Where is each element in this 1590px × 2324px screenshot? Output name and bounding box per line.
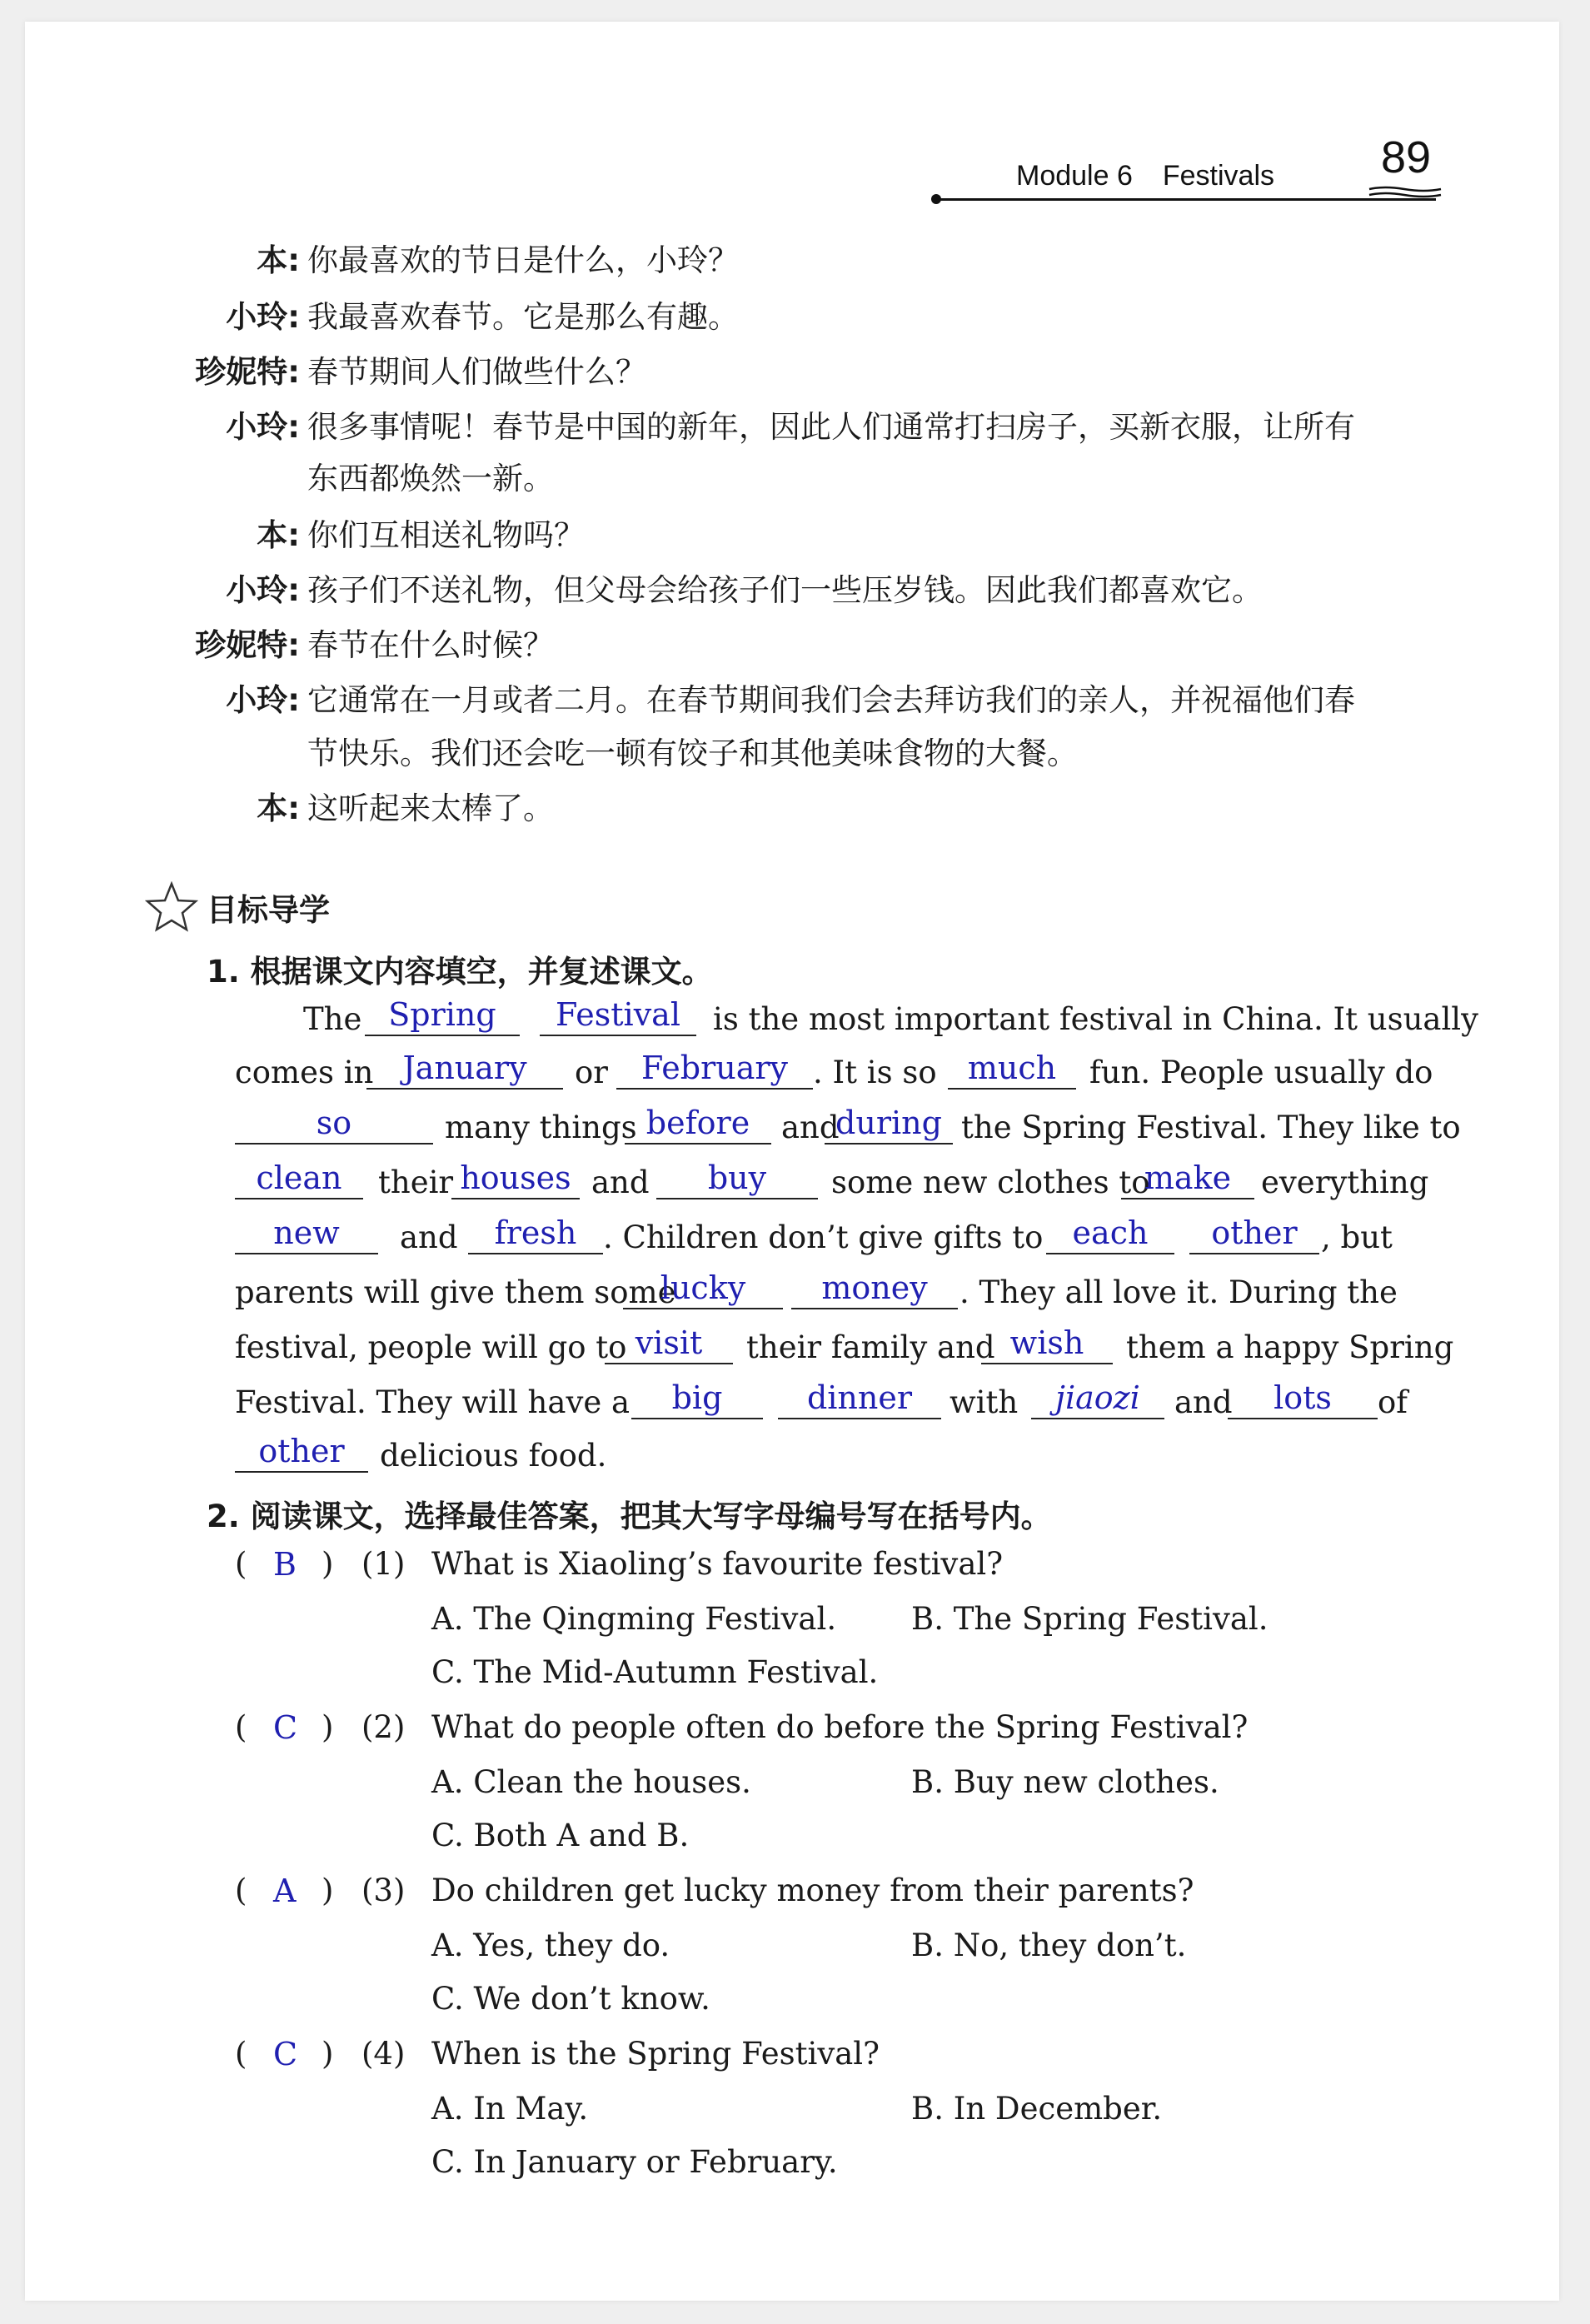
question-number: (3) bbox=[361, 1873, 406, 1908]
question-number: (1) bbox=[361, 1546, 406, 1582]
option: B. No, they don’t. bbox=[911, 1928, 1187, 1963]
dialogue-line: 东西都焕然一新。 bbox=[307, 461, 554, 496]
cloze-text: . Children don’t give gifts to bbox=[603, 1219, 1044, 1255]
cloze-text: or bbox=[575, 1055, 608, 1090]
question-number: (4) bbox=[361, 2036, 406, 2072]
dialogue-line: 我最喜欢春节。它是那么有趣。 bbox=[307, 299, 739, 335]
cloze-text: everything bbox=[1261, 1164, 1429, 1200]
page-number-underline-icon bbox=[1368, 184, 1443, 199]
dialogue-line: 你们互相送礼物吗？ bbox=[307, 517, 585, 553]
answer-paren-close: ) bbox=[321, 1546, 334, 1582]
module-label: Module 6 bbox=[1016, 160, 1133, 192]
module-title: Festivals bbox=[1162, 160, 1275, 192]
cloze-text: comes in bbox=[235, 1055, 374, 1090]
cloze-text: The bbox=[303, 1001, 362, 1037]
speaker-ben: 本: bbox=[257, 242, 300, 278]
cloze-blank: fresh bbox=[468, 1213, 603, 1254]
running-header bbox=[1016, 160, 1274, 192]
cloze-blank: money bbox=[791, 1268, 958, 1309]
cloze-blank: big bbox=[631, 1378, 763, 1419]
cloze-text: . It is so bbox=[813, 1055, 937, 1090]
page-number: 89 bbox=[1381, 132, 1432, 182]
cloze-blank: January bbox=[366, 1048, 563, 1090]
dialogue-line: 孩子们不送礼物，但父母会给孩子们一些压岁钱。因此我们都喜欢它。 bbox=[307, 572, 1263, 608]
mc-answer: C bbox=[273, 1709, 298, 1746]
question-text: When is the Spring Festival? bbox=[431, 2036, 880, 2072]
cloze-blank: new bbox=[235, 1213, 378, 1254]
workbook-page bbox=[25, 22, 1559, 2301]
cloze-blank: clean bbox=[235, 1158, 363, 1199]
cloze-text: the Spring Festival. They like to bbox=[961, 1110, 1461, 1145]
option: C. The Mid-Autumn Festival. bbox=[431, 1654, 879, 1690]
speaker-ben: 本: bbox=[257, 517, 300, 553]
cloze-blank: other bbox=[1189, 1213, 1319, 1254]
option: A. The Qingming Festival. bbox=[431, 1601, 837, 1637]
cloze-text: and bbox=[781, 1110, 840, 1145]
question-text: What is Xiaoling’s favourite festival? bbox=[431, 1546, 1004, 1582]
cloze-text: and bbox=[400, 1219, 458, 1255]
cloze-text: some new clothes to bbox=[831, 1164, 1150, 1200]
cloze-blank: Festival bbox=[540, 995, 696, 1036]
answer-paren-open: ( bbox=[235, 1546, 247, 1582]
cloze-blank: so bbox=[235, 1103, 433, 1145]
cloze-text: Festival. They will have a bbox=[235, 1384, 631, 1420]
option: C. We don’t know. bbox=[431, 1981, 710, 2017]
cloze-blank: during bbox=[825, 1103, 953, 1145]
cloze-blank: dinner bbox=[778, 1378, 941, 1419]
cloze-text: and bbox=[591, 1164, 650, 1200]
speaker-xiaoling: 小玲: bbox=[226, 299, 300, 335]
mc-answer: A bbox=[273, 1873, 297, 1909]
cloze-text: many things bbox=[445, 1110, 637, 1145]
cloze-text: their family and bbox=[746, 1329, 995, 1365]
option: A. Yes, they do. bbox=[431, 1928, 670, 1963]
cloze-text: them a happy Spring bbox=[1126, 1329, 1454, 1365]
cloze-text: with bbox=[950, 1384, 1019, 1420]
cloze-blank: Spring bbox=[365, 995, 520, 1036]
speaker-janet: 珍妮特: bbox=[195, 354, 300, 390]
answer-paren-open: ( bbox=[235, 1709, 247, 1745]
answer-paren-close: ) bbox=[321, 1709, 334, 1745]
dialogue-line: 节快乐。我们还会吃一顿有饺子和其他美味食物的大餐。 bbox=[307, 736, 1078, 771]
option: C. In January or February. bbox=[431, 2144, 838, 2180]
cloze-text: parents will give them some bbox=[235, 1274, 676, 1310]
option: A. Clean the houses. bbox=[431, 1764, 751, 1800]
cloze-blank: buy bbox=[656, 1158, 818, 1199]
dialogue-line: 这听起来太棒了。 bbox=[307, 790, 554, 826]
dialogue-line: 春节期间人们做些什么？ bbox=[307, 354, 646, 390]
question-number: (2) bbox=[361, 1709, 406, 1745]
cloze-blank: before bbox=[625, 1103, 771, 1145]
cloze-text: fun. People usually do bbox=[1089, 1055, 1433, 1090]
speaker-xiaoling: 小玲: bbox=[226, 409, 300, 445]
question-text: Do children get lucky money from their parents? bbox=[431, 1873, 1194, 1908]
question-text: What do people often do before the Spring Festival? bbox=[431, 1709, 1249, 1745]
cloze-blank: wish bbox=[981, 1323, 1113, 1364]
answer-paren-close: ) bbox=[321, 1873, 334, 1908]
cloze-blank: make bbox=[1121, 1158, 1254, 1199]
cloze-text: . They all love it. During the bbox=[959, 1274, 1398, 1310]
cloze-text: their bbox=[378, 1164, 454, 1200]
answer-paren-close: ) bbox=[321, 2036, 334, 2072]
speaker-xiaoling: 小玲: bbox=[226, 682, 300, 718]
cloze-blank: houses bbox=[451, 1158, 580, 1199]
cloze-blank: each bbox=[1046, 1213, 1174, 1254]
cloze-blank: visit bbox=[605, 1323, 733, 1364]
mc-answer: B bbox=[273, 1546, 297, 1583]
dialogue-line: 很多事情呢！春节是中国的新年，因此人们通常打扫房子，买新衣服，让所有 bbox=[307, 409, 1355, 445]
cloze-text: delicious food. bbox=[380, 1438, 607, 1474]
dialogue-line: 春节在什么时候？ bbox=[307, 627, 554, 663]
cloze-blank: lucky bbox=[623, 1268, 783, 1309]
q2-heading: 2. 阅读课文，选择最佳答案，把其大写字母编号写在括号内。 bbox=[207, 1499, 1052, 1534]
cloze-blank: other bbox=[235, 1431, 368, 1473]
dialogue-line: 你最喜欢的节日是什么，小玲？ bbox=[307, 242, 739, 278]
answer-paren-open: ( bbox=[235, 2036, 247, 2072]
header-rule bbox=[936, 198, 1436, 201]
speaker-janet: 珍妮特: bbox=[195, 627, 300, 663]
cloze-text: is the most important festival in China. It usually bbox=[713, 1001, 1479, 1037]
cloze-blank: lots bbox=[1228, 1378, 1378, 1419]
option: B. The Spring Festival. bbox=[911, 1601, 1269, 1637]
star-icon bbox=[145, 881, 198, 933]
cloze-blank: February bbox=[616, 1048, 813, 1090]
q1-heading: 1. 根据课文内容填空，并复述课文。 bbox=[207, 954, 713, 990]
option: A. In May. bbox=[431, 2091, 589, 2127]
cloze-text: festival, people will go to bbox=[235, 1329, 627, 1365]
cloze-text: , but bbox=[1321, 1219, 1393, 1255]
option: B. In December. bbox=[911, 2091, 1163, 2127]
cloze-blank: jiaozi bbox=[1031, 1378, 1164, 1419]
section-title: 目标导学 bbox=[207, 892, 330, 928]
answer-paren-open: ( bbox=[235, 1873, 247, 1908]
cloze-text: and bbox=[1174, 1384, 1233, 1420]
option: B. Buy new clothes. bbox=[911, 1764, 1219, 1800]
option: C. Both A and B. bbox=[431, 1818, 690, 1853]
cloze-blank: much bbox=[948, 1048, 1076, 1090]
mc-answer: C bbox=[273, 2036, 298, 2072]
speaker-xiaoling: 小玲: bbox=[226, 572, 300, 608]
dialogue-line: 它通常在一月或者二月。在春节期间我们会去拜访我们的亲人，并祝福他们春 bbox=[307, 682, 1355, 718]
speaker-ben: 本: bbox=[257, 790, 300, 826]
cloze-text: of bbox=[1378, 1384, 1408, 1420]
